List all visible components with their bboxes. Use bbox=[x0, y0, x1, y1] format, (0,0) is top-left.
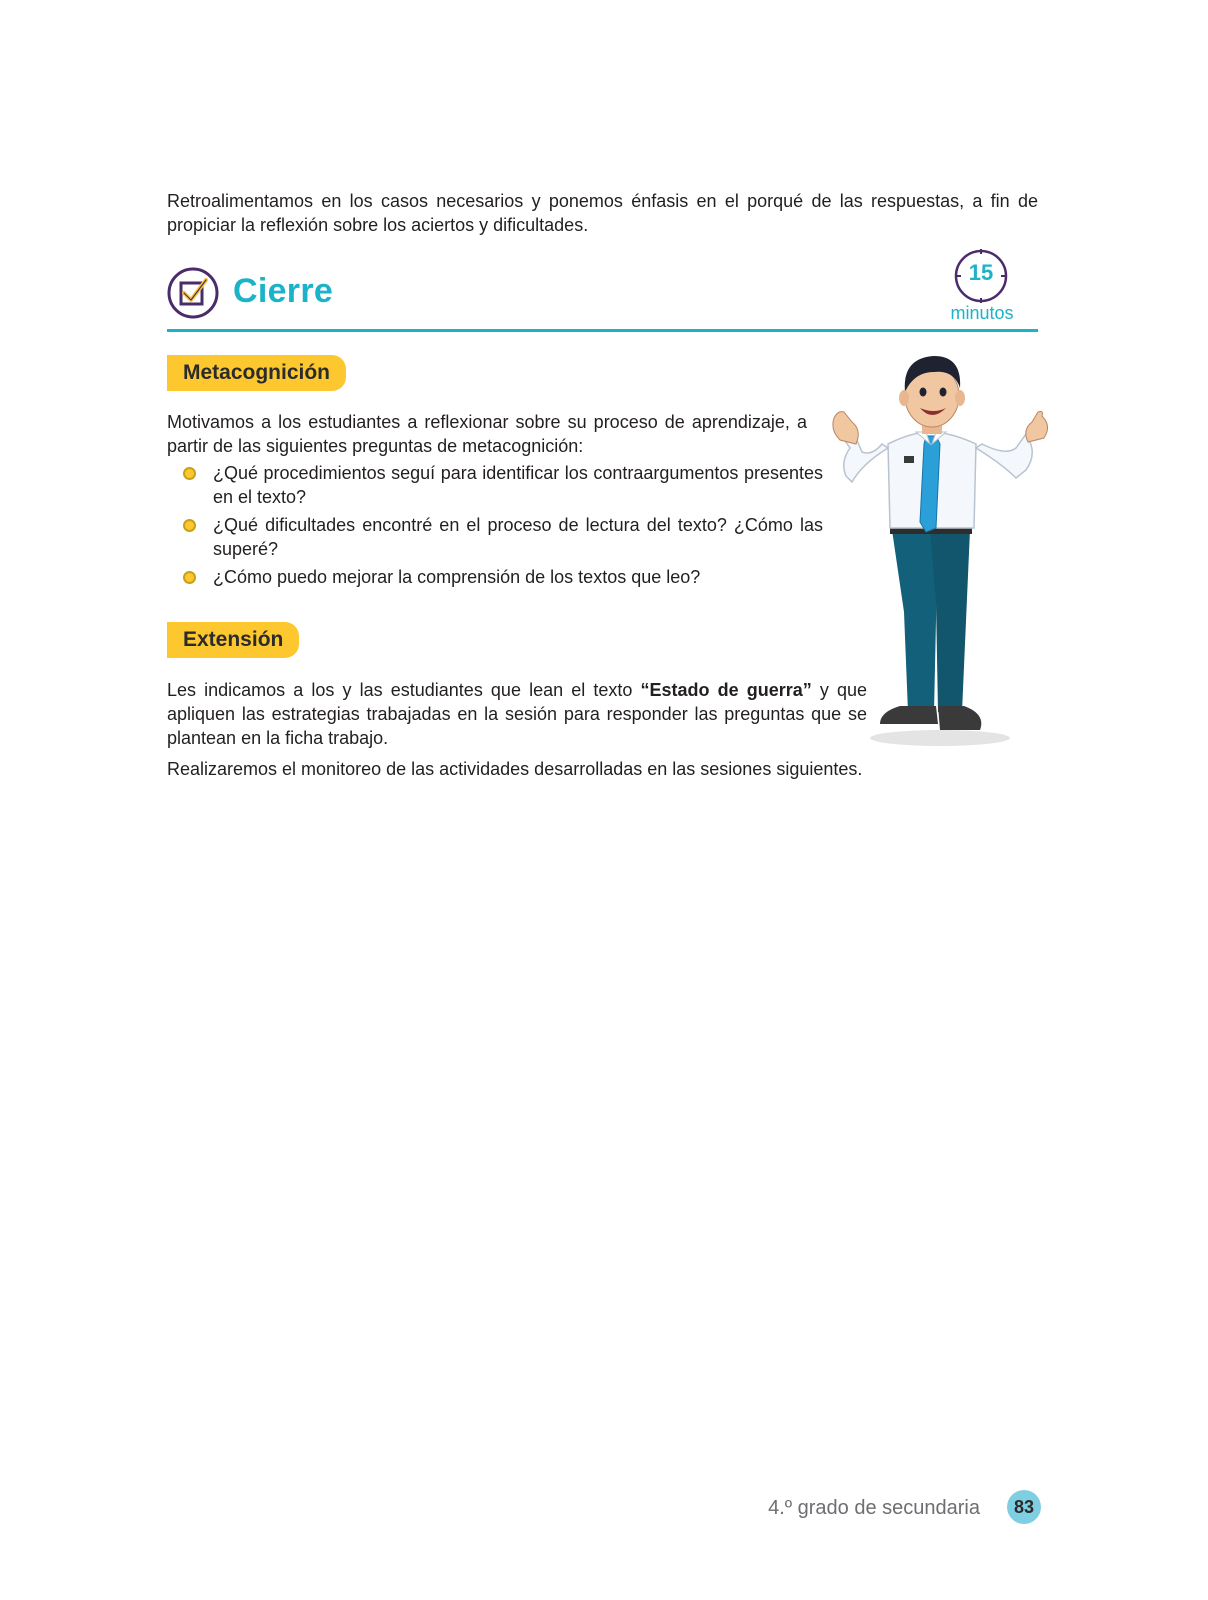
extension-paragraph bbox=[167, 678, 867, 750]
header-divider bbox=[167, 329, 1038, 332]
extension-label: Extensión bbox=[167, 622, 299, 658]
extension-text-title: “Estado de guerra” bbox=[640, 680, 812, 700]
question-text: ¿Qué dificultades encontré en el proceso de lectura del texto? ¿Cómo las superé? bbox=[213, 515, 823, 559]
monitoring-paragraph: Realizaremos el monitoreo de las actividades desarrolladas en las sesiones siguientes. bbox=[167, 759, 863, 779]
metacognicion-label: Metacognición bbox=[167, 355, 346, 391]
metacognicion-intro: Motivamos a los estudiantes a reflexionar sobre su proceso de aprendizaje, a partir de las siguientes preguntas de metacognición: bbox=[167, 412, 807, 456]
footer-grade: 4.º grado de secundaria bbox=[768, 1497, 980, 1519]
metacognicion-questions bbox=[183, 461, 823, 593]
question-text: ¿Cómo puedo mejorar la comprensión de los textos que leo? bbox=[213, 567, 701, 587]
list-item bbox=[183, 461, 823, 509]
intro-paragraph: Retroalimentamos en los casos necesarios y ponemos énfasis en el porqué de las respuestas, a fin de propiciar la reflexión sobre los aciertos y dificultades. bbox=[167, 191, 1038, 235]
bullet-icon bbox=[183, 467, 196, 480]
list-item bbox=[183, 565, 823, 589]
extension-text-after: y que apliquen las estrategias trabajadas en la sesión para responder las preguntas que se plantean en la ficha trabajo. bbox=[167, 680, 867, 748]
section-title: Cierre bbox=[233, 272, 334, 310]
timer-unit: minutos bbox=[950, 303, 1014, 323]
question-text: ¿Qué procedimientos seguí para identificar los contraargumentos presentes en el texto? bbox=[213, 463, 823, 507]
page-number: 83 bbox=[1007, 1490, 1041, 1524]
section-header bbox=[167, 262, 1038, 332]
timer-value: 15 bbox=[968, 260, 994, 285]
list-item bbox=[183, 513, 823, 561]
bullet-icon bbox=[183, 519, 196, 532]
teacher-illustration bbox=[830, 352, 1055, 752]
checkbox-icon bbox=[167, 267, 219, 319]
bullet-icon bbox=[183, 571, 196, 584]
extension-text-before: Les indicamos a los y las estudiantes que lean el texto bbox=[167, 680, 641, 700]
